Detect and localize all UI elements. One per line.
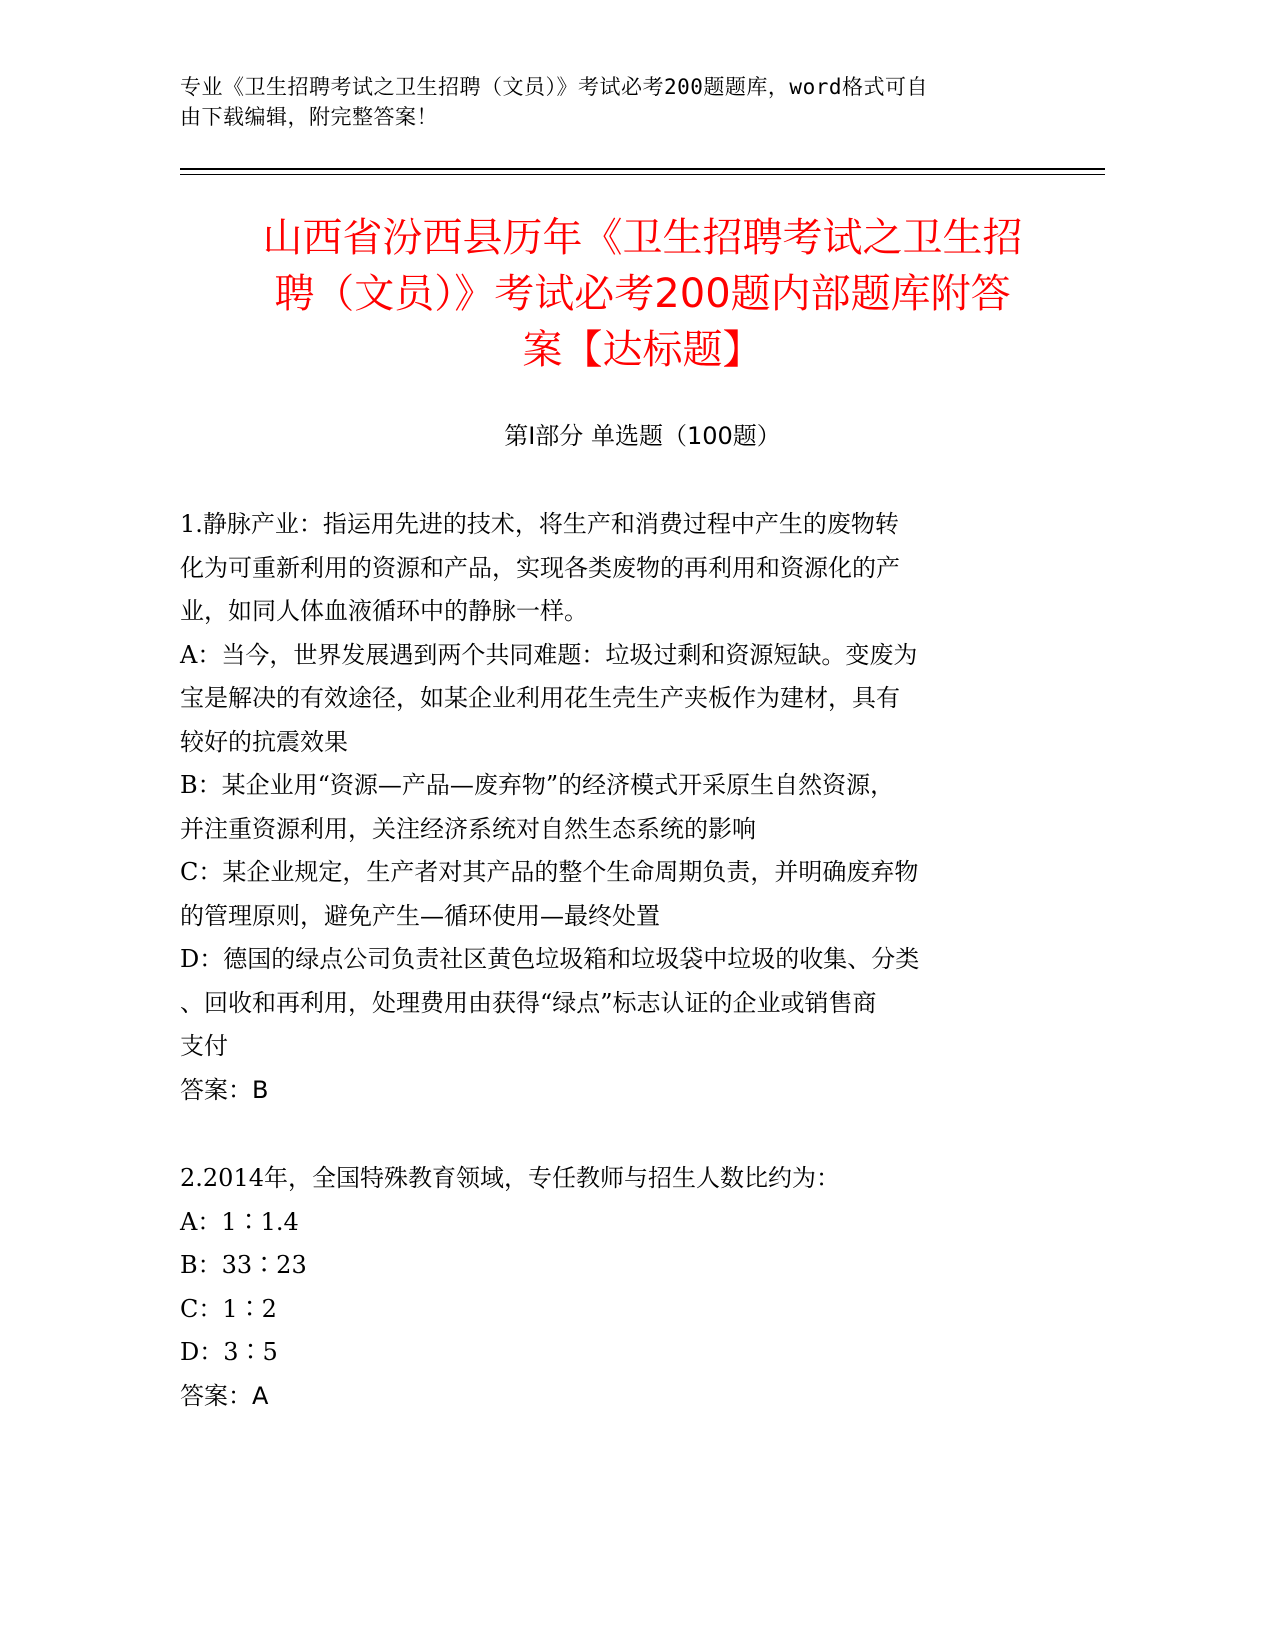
- section-heading: 第I部分 单选题（100题）: [504, 422, 781, 450]
- option-d-line: 、回收和再利用，处理费用由获得“绿点”标志认证的企业或销售商: [180, 988, 877, 1017]
- header-divider-thin: [180, 174, 1105, 175]
- option-a-line: 宝是解决的有效途径，如某企业利用花生壳生产夹板作为建材，具有: [180, 684, 900, 712]
- document-title-line-2: 聘（文员）》考试必考200题内部题库附答: [274, 271, 1011, 317]
- option-b-line: 并注重资源利用，关注经济系统对自然生态系统的影响: [180, 814, 756, 843]
- option-b-line: B：某企业用“资源—产品—废弃物”的经济模式开采原生自然资源，: [180, 771, 895, 799]
- option-d-line: D：3∶5: [180, 1338, 278, 1366]
- document-title-line-1: 山西省汾西县历年《卫生招聘考试之卫生招: [262, 215, 1023, 261]
- question-2: [180, 1157, 1040, 1418]
- header-divider-thick: [180, 168, 1105, 170]
- option-c-line: C：1∶2: [180, 1294, 277, 1323]
- question-stem-line: 1.静脉产业：指运用先进的技术，将生产和消费过程中产生的废物转: [180, 510, 899, 538]
- option-a-line: 较好的抗震效果: [180, 727, 348, 756]
- option-c-line: 的管理原则，避免产生—循环使用—最终处置: [180, 901, 660, 930]
- question-stem-line: 业，如同人体血液循环中的静脉一样。: [180, 597, 588, 625]
- question-1: [180, 503, 1040, 1112]
- document-title-line-3: 案【达标题】: [522, 327, 763, 373]
- option-d-line: 支付: [180, 1032, 228, 1060]
- header-note-line-1: 专业《卫生招聘考试之卫生招聘（文员）》考试必考200题题库，word格式可自: [180, 75, 928, 99]
- answer-label: 答案：B: [180, 1075, 269, 1104]
- option-b-line: B：33∶23: [180, 1251, 307, 1279]
- option-a-line: A：当今，世界发展遇到两个共同难题：垃圾过剩和资源短缺。变废为: [180, 640, 918, 669]
- question-stem-line: 2.2014年，全国特殊教育领域，专任教师与招生人数比约为：: [180, 1164, 840, 1192]
- answer-label: 答案：A: [180, 1381, 269, 1410]
- option-c-line: C：某企业规定，生产者对其产品的整个生命周期负责，并明确废弃物: [180, 858, 919, 886]
- question-stem-line: 化为可重新利用的资源和产品，实现各类废物的再利用和资源化的产: [180, 553, 900, 582]
- option-d-line: D：德国的绿点公司负责社区黄色垃圾箱和垃圾袋中垃圾的收集、分类: [180, 945, 920, 973]
- document-title: [180, 210, 1105, 378]
- header-note-line-2: 由下载编辑，附完整答案！: [180, 105, 438, 129]
- option-a-line: A：1∶1.4: [180, 1207, 299, 1236]
- header-note: [180, 72, 1040, 132]
